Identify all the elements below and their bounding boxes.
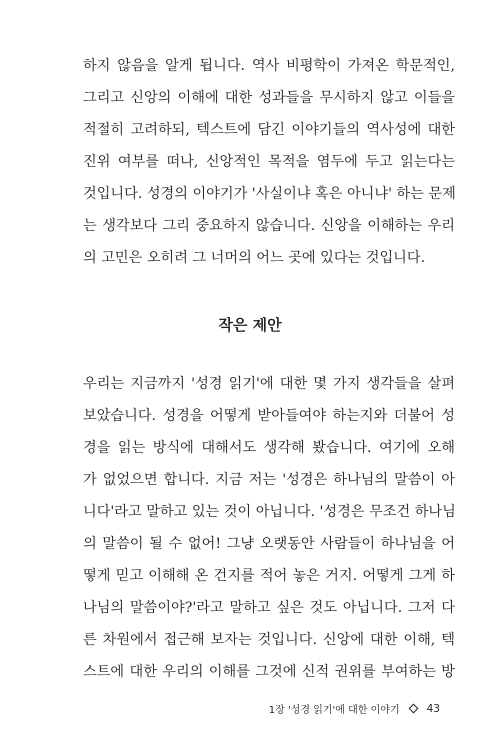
running-title: 1장 '성경 읽기'에 대한 이야기 (268, 705, 400, 716)
text-line: 우리는 지금까지 '성경 읽기'에 대한 몇 가지 생각들을 살펴 (83, 376, 455, 392)
text-line: 보았습니다. 성경을 어떻게 받아들여야 하는지와 더불어 성 (83, 408, 455, 424)
text-line: 니다'라고 말하고 있는 것이 아닙니다. '성경은 무조건 하나님 (83, 504, 456, 520)
text-line: 그리고 신앙의 이해에 대한 성과들을 무시하지 않고 이들을 (83, 90, 455, 106)
text-line: 것입니다. 성경의 이야기가 '사실이냐 혹은 아니냐' 하는 문제 (83, 186, 456, 202)
diamond-icon (408, 704, 418, 714)
text-line: 스트에 대한 우리의 이해를 그것에 신적 권위를 부여하는 방 (83, 664, 455, 680)
body-paragraph (83, 368, 455, 688)
text-line: 나님의 말씀이야?'라고 말하고 싶은 것도 아닙니다. 그저 다 (83, 600, 455, 616)
page-footer (269, 701, 440, 716)
text-line: 른 차원에서 접근해 보자는 것입니다. 신앙에 대한 이해, 텍 (83, 632, 455, 648)
text-line: 의 고민은 오히려 그 너머의 어느 곳에 있다는 것입니다. (83, 250, 426, 266)
text-line: 하지 않음을 알게 됩니다. 역사 비평학이 가져온 학문적인, (83, 58, 455, 74)
text-line: 가 없었으면 합니다. 지금 저는 '성경은 하나님의 말씀이 아 (83, 472, 455, 488)
text-line: 는 생각보다 그리 중요하지 않습니다. 신앙을 이해하는 우리 (83, 218, 455, 234)
text-line: 떻게 믿고 이해해 온 건지를 적어 놓은 거지. 어떻게 그게 하 (83, 568, 455, 584)
text-line: 경을 읽는 방식에 대해서도 생각해 봤습니다. 여기에 오해 (83, 440, 455, 456)
text-line: 진위 여부를 떠나, 신앙적인 목적을 염두에 두고 읽는다는 (83, 154, 455, 170)
text-line: 적절히 고려하되, 텍스트에 담긴 이야기들의 역사성에 대한 (83, 122, 455, 138)
text-line: 의 말씀이 될 수 없어! 그냥 오랫동안 사람들이 하나님을 어 (83, 536, 455, 552)
section-heading: 작은 제안 (218, 316, 282, 334)
page-number: 43 (426, 702, 440, 715)
body-paragraph (83, 50, 455, 274)
